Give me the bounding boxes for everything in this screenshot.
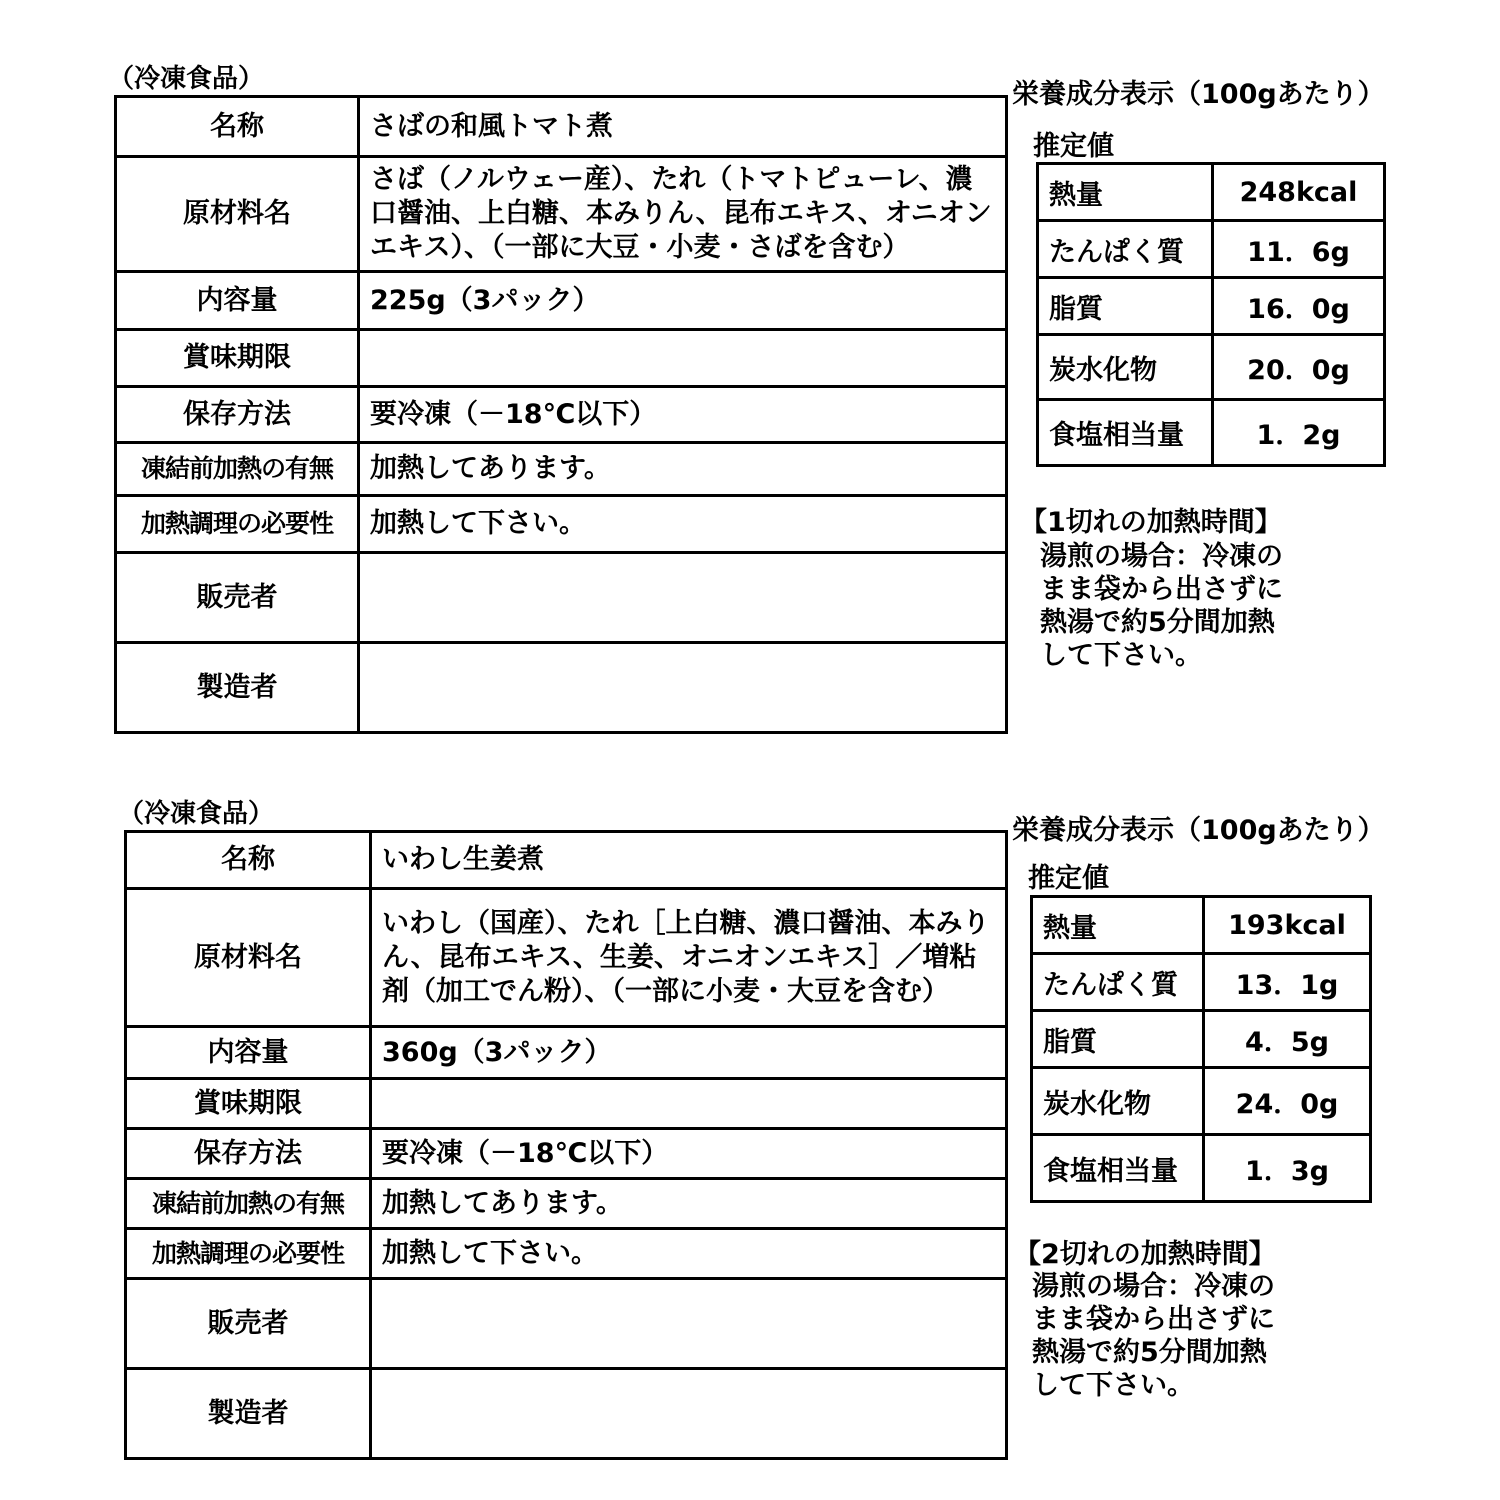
heating-text-2: 湯煎の場合：冷凍のまま袋から出さずに熱湯で約5分間加熱して下さい。 (1032, 1271, 1275, 1401)
nutrition-name: 炭水化物 (1032, 1068, 1204, 1135)
nutrition-name: たんぱく質 (1038, 221, 1213, 278)
label-value (371, 1079, 1007, 1129)
label-key: 内容量 (116, 272, 359, 330)
nutrition-name: 食塩相当量 (1038, 400, 1213, 466)
label-value (359, 643, 1007, 733)
nutrition-title-2: 栄養成分表示（100gあたり） (1012, 815, 1385, 846)
nutrition-name: 熱量 (1032, 897, 1204, 954)
nutrition-name: たんぱく質 (1032, 954, 1204, 1011)
nutrition-name: 脂質 (1032, 1011, 1204, 1068)
label-row-storage (116, 387, 1007, 443)
label-value: いわし（国産）、たれ［上白糖、濃口醤油、本みりん、昆布エキス、生姜、オニオンエキス］／増粘剤（加工でん粉）、（一部に小麦・大豆を含む） (371, 889, 1007, 1027)
label-value: 加熱してあります。 (371, 1179, 1007, 1229)
heating-title-2: 【2切れの加熱時間】 (1014, 1239, 1276, 1270)
nutrition-row (1038, 164, 1385, 221)
label-value: 360g（3パック） (371, 1027, 1007, 1079)
nutrition-value: 11．6g (1213, 221, 1385, 278)
label-key: 原材料名 (126, 889, 371, 1027)
label-key: 保存方法 (126, 1129, 371, 1179)
label-row-content (126, 1027, 1007, 1079)
label-key: 製造者 (126, 1369, 371, 1459)
nutrition-value: 248kcal (1213, 164, 1385, 221)
nutrition-row (1032, 954, 1371, 1011)
label-key: 凍結前加熱の有無 (126, 1179, 371, 1229)
label-key: 保存方法 (116, 387, 359, 443)
nutrition-value: 1．3g (1204, 1135, 1371, 1202)
product-label-table-2 (124, 830, 1008, 1460)
label-value: 要冷凍（－18℃以下） (371, 1129, 1007, 1179)
nutrition-value: 20．0g (1213, 335, 1385, 400)
label-value: 加熱して下さい。 (359, 496, 1007, 553)
nutrition-row (1032, 1135, 1371, 1202)
label-row-ingredients (116, 157, 1007, 272)
label-key: 製造者 (116, 643, 359, 733)
label-key: 販売者 (116, 553, 359, 643)
label-value: 要冷凍（－18℃以下） (359, 387, 1007, 443)
category-label-2: （冷凍食品） (118, 799, 275, 829)
nutrition-row (1038, 221, 1385, 278)
nutrition-value: 24．0g (1204, 1068, 1371, 1135)
label-value: いわし生姜煮 (371, 832, 1007, 889)
nutrition-row (1032, 1068, 1371, 1135)
nutrition-name: 食塩相当量 (1032, 1135, 1204, 1202)
nutrition-value: 13．1g (1204, 954, 1371, 1011)
nutrition-row (1032, 897, 1371, 954)
nutrition-value: 1．2g (1213, 400, 1385, 466)
nutrition-name: 炭水化物 (1038, 335, 1213, 400)
nutrition-row (1038, 278, 1385, 335)
product-label-table-1 (114, 95, 1008, 734)
label-value: さば（ノルウェー産）、たれ（トマトピューレ、濃口醤油、上白糖、本みりん、昆布エキス、オニオンエキス）、（一部に大豆・小麦・さばを含む） (359, 157, 1007, 272)
nutrition-row (1032, 1011, 1371, 1068)
label-row-best-before (126, 1079, 1007, 1129)
label-key: 賞味期限 (116, 330, 359, 387)
nutrition-name: 脂質 (1038, 278, 1213, 335)
label-row-preheated (126, 1179, 1007, 1229)
label-row-name (126, 832, 1007, 889)
label-key: 内容量 (126, 1027, 371, 1079)
nutrition-table-1 (1036, 162, 1386, 467)
label-row-storage (126, 1129, 1007, 1179)
nutrition-value: 193kcal (1204, 897, 1371, 954)
nutrition-estimate-2: 推定値 (1028, 863, 1109, 894)
label-key: 凍結前加熱の有無 (116, 443, 359, 496)
nutrition-row (1038, 400, 1385, 466)
label-key: 賞味期限 (126, 1079, 371, 1129)
label-row-cooking-required (126, 1229, 1007, 1279)
label-key: 名称 (126, 832, 371, 889)
label-row-ingredients (126, 889, 1007, 1027)
label-row-cooking-required (116, 496, 1007, 553)
nutrition-table-2 (1030, 895, 1372, 1203)
label-row-manufacturer (116, 643, 1007, 733)
nutrition-name: 熱量 (1038, 164, 1213, 221)
nutrition-value: 4．5g (1204, 1011, 1371, 1068)
label-value (359, 330, 1007, 387)
label-row-preheated (116, 443, 1007, 496)
label-key: 名称 (116, 97, 359, 157)
nutrition-value: 16．0g (1213, 278, 1385, 335)
label-key: 加熱調理の必要性 (126, 1229, 371, 1279)
category-label-1: （冷凍食品） (108, 64, 265, 94)
heating-text-1: 湯煎の場合：冷凍のまま袋から出さずに熱湯で約5分間加熱して下さい。 (1040, 541, 1283, 671)
label-key: 原材料名 (116, 157, 359, 272)
label-row-manufacturer (126, 1369, 1007, 1459)
heating-title-1: 【1切れの加熱時間】 (1020, 507, 1282, 538)
label-key: 販売者 (126, 1279, 371, 1369)
label-value (371, 1279, 1007, 1369)
label-value: 225g（3パック） (359, 272, 1007, 330)
nutrition-title-1: 栄養成分表示（100gあたり） (1012, 79, 1385, 110)
label-key: 加熱調理の必要性 (116, 496, 359, 553)
label-row-seller (126, 1279, 1007, 1369)
nutrition-row (1038, 335, 1385, 400)
label-value (371, 1369, 1007, 1459)
label-row-name (116, 97, 1007, 157)
label-value: 加熱してあります。 (359, 443, 1007, 496)
label-value: さばの和風トマト煮 (359, 97, 1007, 157)
label-value (359, 553, 1007, 643)
label-row-best-before (116, 330, 1007, 387)
label-value: 加熱して下さい。 (371, 1229, 1007, 1279)
nutrition-estimate-1: 推定値 (1033, 131, 1114, 162)
label-row-seller (116, 553, 1007, 643)
label-row-content (116, 272, 1007, 330)
